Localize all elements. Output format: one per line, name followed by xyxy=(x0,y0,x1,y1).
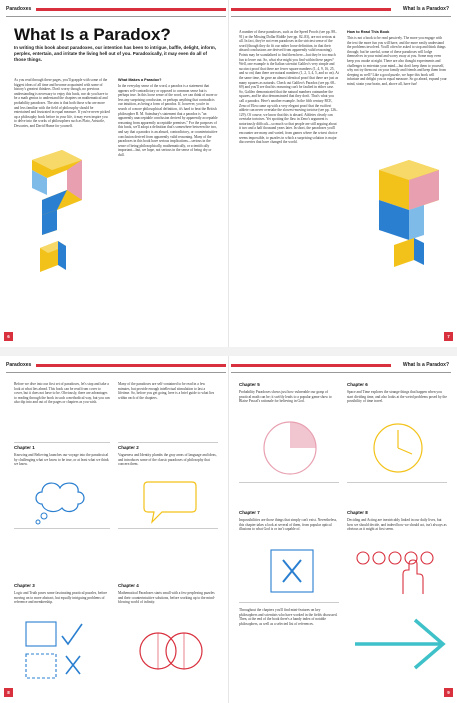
chapter-1-heading: Chapter 1 xyxy=(14,445,35,450)
chapter-3-heading: Chapter 3 xyxy=(14,583,35,588)
body-column-1: As you read through these pages, you'll grapple with some of the biggest ideas of all time and become acquainted with some of history's greatest thinkers. Don't worry though, no previous understanding is necessary to enjoy this book, nor do you have to be a math genius to understand the chapters on mathematical and probability paradoxes. The aim is that both those who are more and less familiar with the field of philosophy should be entertained and frustrated in equal measure. If you've never picked up a philosophy book before in your life, it may even inspire you to delve into the works of philosophers such as Plato, Aristotle, Descartes, and David Hume for yourself. xyxy=(14,78,110,128)
pie-probability-icon xyxy=(259,416,321,480)
chapter-6-text: Space and Time explores the strange things that happen when you start dividing time, and also looks at the weird problems posed by the possibility of time travel. xyxy=(347,390,447,404)
arrow-right-icon xyxy=(351,614,451,674)
bottom-spread xyxy=(0,356,457,703)
chapter-5-text: Probability Paradoxes shows just how vulnerable our grasp of practical math can be; it swiftly leads to a popular game show to Blaise Pascal's rationale for believing in God. xyxy=(239,390,332,404)
section-heading: How to Read This Book xyxy=(347,30,390,34)
chapter-rule xyxy=(14,528,110,529)
chapter-5-heading: Chapter 5 xyxy=(239,382,260,387)
chapter-2-heading: Chapter 2 xyxy=(118,445,139,450)
chapter-rule xyxy=(239,482,339,483)
intro-paragraph: In writing this book about paradoxes, our intention has been to intrigue, baffle, delight, inform, perplex, entertain, and irritate the living hell out of you. Paradoxically, it may even do all of those things. xyxy=(14,45,217,62)
page-title: What Is a Paradox? xyxy=(14,25,171,44)
chapter-3-text: Logic and Truth poses some fascinating practical puzzles, before moving on to more abstract, but equally intriguing problems of reference and membership. xyxy=(14,591,108,605)
chapter-1-text: Knowing and Believing launches our voyage into the paradoxical by challenging what we know to be true, or at least what we think we know. xyxy=(14,453,109,467)
page-6 xyxy=(0,0,228,347)
infinity-circles-icon xyxy=(136,618,206,684)
page-number: 7 xyxy=(444,332,453,341)
body-column-2: This is not a book to be read passively. The more you engage with the text the more fun you will have, and the more easily understand the problems involved. You'll often be asked to stop and think things through; but be careful, some of these paradoxes will lodge themselves in your mind and worry away at you. Some may even keep you awake at night. There are also thought experiments and challenges to entertain your mind—but don't keep them to yourself, why not try them out on your family and friends and keep them from sleeping as well? Like a good puzzle, we hope this book will infuriate and delight you in equal measure. So go ahead, expand your mind, strain your brain, and, above all, have fun! xyxy=(347,36,447,86)
chapter-rule xyxy=(118,442,218,443)
page-number: 6 xyxy=(4,332,13,341)
page-7 xyxy=(229,0,457,347)
chapter-rule xyxy=(239,602,339,603)
chapter-rule xyxy=(14,442,110,443)
checkbox-cross-icon xyxy=(22,618,102,684)
header-accent-bar xyxy=(36,364,226,367)
header-accent-bar xyxy=(36,8,226,11)
header-accent-bar xyxy=(231,364,391,367)
speech-bubble-icon xyxy=(140,476,200,526)
page-number: 9 xyxy=(444,688,453,697)
body-column-2: In the everyday sense of the word, a paradox is a statement that appears self-contradictory or opposed to common sense but is perhaps true. In this loose sense of the word, we can think of more or less any surprising conclusion, or perhaps anything that contradicts our intuition, as being a form of paradox. If, however, you're in search of a more philosophical definition, it's hard to beat the British philosopher R. M. Sainsbury's statement that a paradox is "an apparently unacceptable conclusion derived by apparently acceptable reasoning from apparently acceptable premises." For the purposes of this book, we'll adopt a definition that's somewhere between the two, and say that a paradox is an absurd, contradictory, or counterintuitive conclusion derived from apparently valid reasoning. Many of the paradoxes in this book have serious implications—serious in the sense of being philosophically, mathematically, or scientifically important—but, we hope, not serious in the sense of being dry or dull. xyxy=(118,84,218,157)
body-column-1: A number of these paradoxes, such as the Speed Proofs (see pp. 88–91) or the Missing Dollar Riddle (see pp. 82–83), are not serious at all. In fact, they're not even paradoxes in the strictest sense of the word (though they do fit our rather loose definition, in that their absurd conclusions are derived from apparently valid reasoning). Points may be scandalized to find them here—but they're too much fun to leave out. So, what else might you find within these pages? Well, one example is the Italian scientist Galileo's very simple and succinct proof that there are fewer square numbers (1, 4, 9, 16, 25, and so on) than there are natural numbers (1, 2, 3, 4, 5, and so on). At the same time, he gave an almost identical proof that there are just as many squares as naturals. Check out Galileo's Paradox (see pp. 68–69) and you'll see that his reasoning can't be faulted in either case. So, Galileo demonstrated that the natural numbers outnumber the squares, and he also demonstrated that they don't. That's what you call a paradox. Here's another example. In the fifth century BCE, Zeno of Elea came up with a very elegant proof that the swiftest athlete can never overtake the slowest-moving tortoise (see pp. 126–129). Of course, we know that this is absurd. Athletes clearly can overtake tortoises. Yet spotting the flaw in Zeno's argument is notoriously difficult—so much so that people are still arguing about it two and a half thousand years later. In short, the paradoxes you'll encounter are many and varied, from games where the wisest choice seems impossible, to puzzles in which a surprising solution is major discoveries that have changed the world. xyxy=(239,30,339,145)
chapter-6-heading: Chapter 6 xyxy=(347,382,368,387)
spread-separator xyxy=(0,347,457,356)
header-rule xyxy=(231,372,451,373)
chapter-7-text: Impossibilities are those things that simply can't exist. Nevertheless, this chapter takes a look at several of them, from popular optical illusions to what God is or isn't capable of. xyxy=(239,518,338,532)
chapter-2-text: Vagueness and Identity plumbs the gray areas of language and ideas, and introduces some of the classic paradoxes of philosophy that concern them. xyxy=(118,453,217,467)
impossible-question-mark-illustration xyxy=(22,140,92,300)
page-number: 8 xyxy=(4,688,13,697)
running-head: Paradoxes xyxy=(6,6,32,12)
impossible-shape-illustration xyxy=(369,160,449,270)
chapter-rule xyxy=(347,482,447,483)
top-spread xyxy=(0,0,457,347)
page-8 xyxy=(0,356,228,703)
header-rule xyxy=(6,372,226,373)
page-9 xyxy=(229,356,457,703)
choice-circles-icon xyxy=(353,544,443,598)
header-rule xyxy=(231,16,451,17)
running-head: What Is a Paradox? xyxy=(402,362,449,368)
chapter-7-heading: Chapter 7 xyxy=(239,510,260,515)
thought-cloud-icon xyxy=(30,476,90,526)
running-head: Paradoxes xyxy=(6,362,32,368)
section-heading: What Makes a Paradox? xyxy=(118,78,162,82)
closing-text: Throughout the chapters you'll find mini-features on key philosophers and scientists who have worked in the fields discussed. Then, at the end of the book there's a handy index of notable philosophers, as well as a selected list of references. xyxy=(239,608,338,626)
chapter-4-text: Mathematical Paradoxes starts small with a few perplexing puzzles and their counterintuitive solutions, before working up to the mind-blowing world of infinity. xyxy=(118,591,216,605)
intro-column-2: Many of the paradoxes are self-contained to be read in a few minutes, but provide enough intellectual stimulation to last a lifetime. So, before you get going, here is a brief guide to what lies within each of the chapters. xyxy=(118,382,215,400)
chapter-rule xyxy=(118,528,218,529)
running-head: What Is a Paradox? xyxy=(402,6,449,12)
clock-icon xyxy=(367,416,429,480)
chapter-8-heading: Chapter 8 xyxy=(347,510,368,515)
header-accent-bar xyxy=(231,8,391,11)
header-rule xyxy=(6,16,226,17)
chapter-4-heading: Chapter 4 xyxy=(118,583,139,588)
intro-column-1: Before we dive into our first set of paradoxes, let's stop and take a look at what lies ahead. This book can be read from cover to cover, but it does not have to be. Obviously, there are advantages to reading through the book in such a methodical way, but you can also dip into and out of the pages or chapters as you wish. xyxy=(14,382,110,405)
chapter-8-text: Deciding and Acting are inextricably linked in our daily lives, but how we should decide, and indeed how we should act, isn't always as obvious as it might at first seem. xyxy=(347,518,447,532)
cross-box-icon xyxy=(267,546,317,596)
